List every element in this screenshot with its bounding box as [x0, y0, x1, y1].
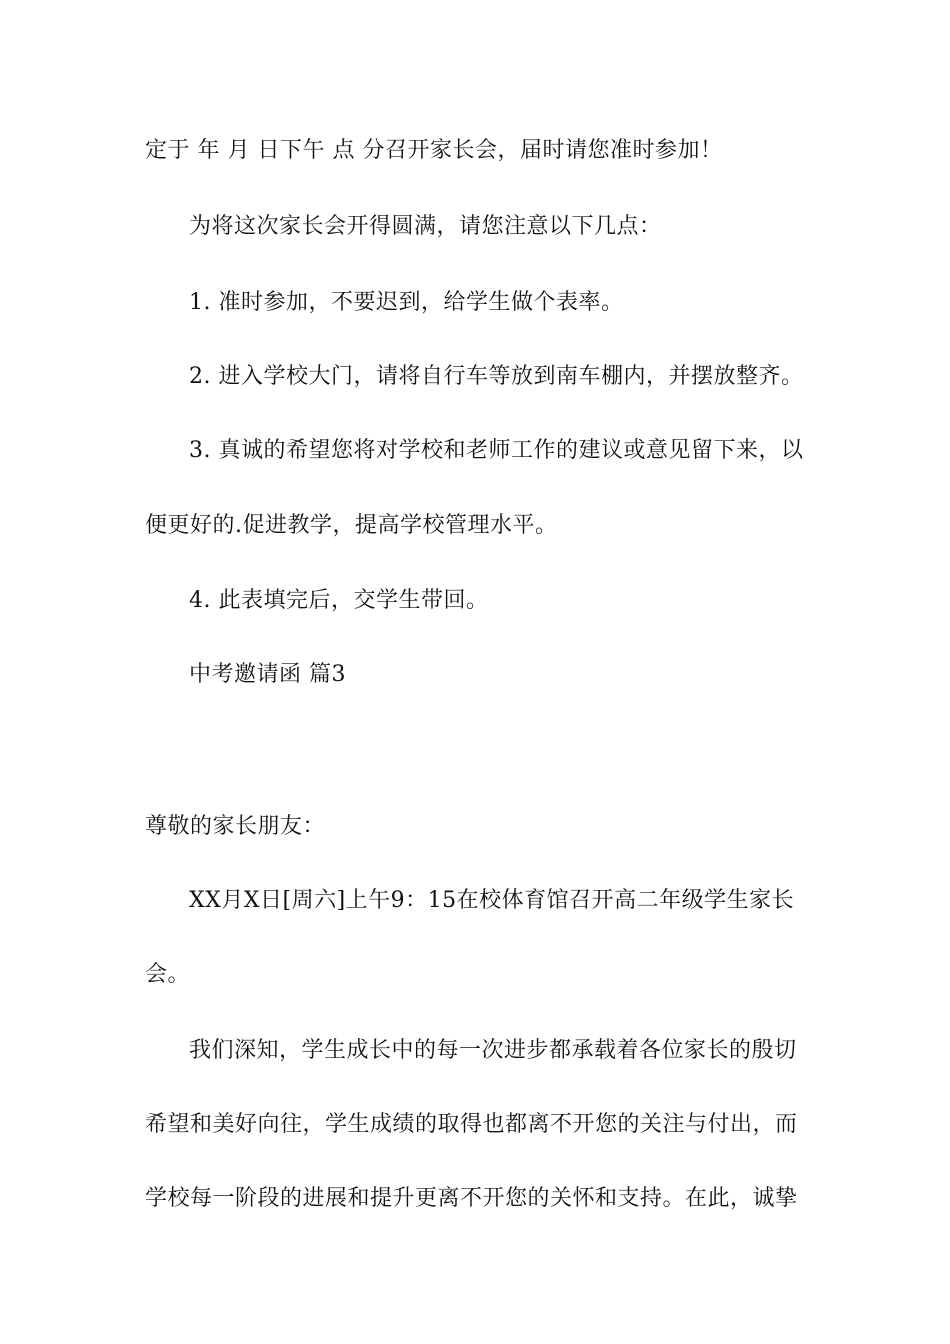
paragraph-notice-intro: 为将这次家长会开得圆满，请您注意以下几点：: [189, 214, 662, 239]
list-item-3-line-2: 便更好的.促进教学，提高学校管理水平。: [145, 513, 558, 538]
paragraph-body-line-1: 我们深知，学生成长中的每一次进步都承载着各位家长的殷切: [189, 1038, 797, 1063]
salutation: 尊敬的家长朋友：: [145, 814, 326, 839]
paragraph-body-line-3: 学校每一阶段的进展和提升更离不开您的关怀和支持。在此，诚挚: [145, 1186, 798, 1211]
list-item-2: 2. 进入学校大门，请将自行车等放到南车棚内，并摆放整齐。: [189, 364, 804, 389]
paragraph-date-line-1: XX月X日[周六]上午9：15在校体育馆召开高二年级学生家长: [189, 888, 795, 913]
list-item-3-line-1: 3. 真诚的希望您将对学校和老师工作的建议或意见留下来，以: [189, 438, 804, 463]
paragraph-date-line-2: 会。: [145, 962, 191, 987]
section-heading: 中考邀请函 篇3: [189, 662, 346, 687]
paragraph-meeting-time: 定于 年 月 日下午 点 分召开家长会，届时请您准时参加！: [145, 138, 723, 163]
paragraph-body-line-2: 希望和美好向往，学生成绩的取得也都离不开您的关注与付出，而: [145, 1112, 798, 1137]
list-item-1: 1. 准时参加，不要迟到，给学生做个表率。: [189, 290, 624, 315]
list-item-4: 4. 此表填完后，交学生带回。: [189, 588, 489, 613]
